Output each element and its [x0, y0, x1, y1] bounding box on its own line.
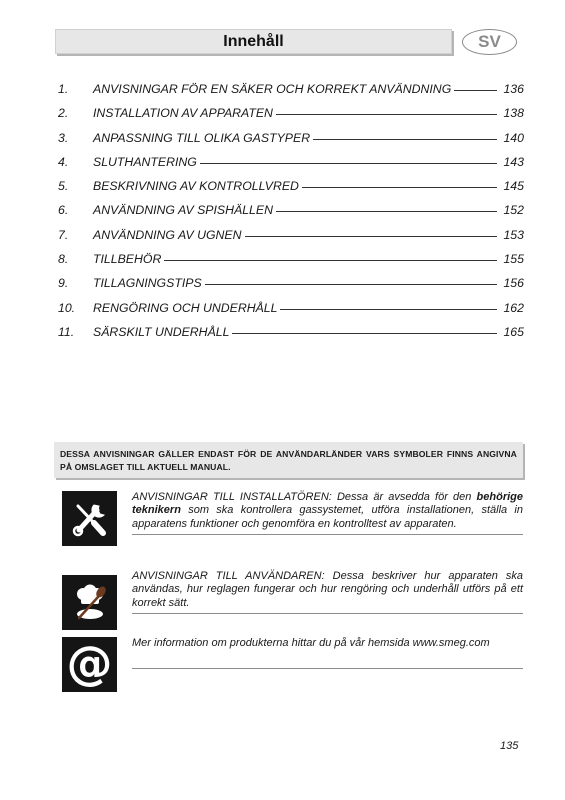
toc-entry-number: 6. [58, 203, 69, 218]
toc-entry-page: 165 [503, 324, 524, 339]
web-text: Mer information om produkterna hittar du på vår hemsida www.smeg.com [132, 637, 523, 669]
toc-entry [58, 276, 524, 300]
user-block [62, 570, 523, 630]
toc-leader-line [276, 114, 497, 115]
toc-entry [58, 203, 524, 227]
header-bar [55, 29, 452, 54]
language-badge: SV [462, 29, 517, 55]
user-text: ANVISNINGAR TILL ANVÄNDAREN: Dessa beskriver hur apparaten ska användas, hur reglagen fungerar och hur rengöring och underhåll utförs på ett korrekt sätt. [132, 570, 523, 614]
toc-entry-number: 9. [58, 276, 69, 291]
toc-entry-title: ANPASSNING TILL OLIKA GASTYPER [93, 130, 311, 145]
at-sign-glyph: @ [66, 635, 113, 690]
toc-entry [58, 131, 524, 155]
installer-text-bold: behörige teknikern [132, 491, 523, 517]
toc-leader-line [302, 187, 497, 188]
toc-entry [58, 252, 524, 276]
toc-entry-title: SÄRSKILT UNDERHÅLL [93, 324, 230, 339]
toc-entry-page: 136 [503, 82, 524, 96]
toc-entry-page: 162 [503, 300, 524, 315]
toc-entry-title: BESKRIVNING AV KONTROLLVRED [93, 179, 299, 194]
at-sign-icon [62, 637, 117, 692]
toc-entry-title: SLUTHANTERING [93, 154, 197, 169]
toc-entry [58, 106, 524, 130]
toc-leader-line [313, 139, 497, 140]
toc-entry-page: 153 [503, 227, 524, 242]
installer-text-part: ANVISNINGAR TILL INSTALLATÖREN: Dessa är avsedda för den [132, 491, 477, 503]
toc-entry [58, 82, 524, 106]
toc-leader-line [454, 90, 497, 91]
page-number: 135 [500, 740, 519, 752]
toc-leader-line [245, 236, 498, 237]
toc-leader-line [232, 333, 497, 334]
toc-entry-title: TILLBEHÖR [93, 252, 162, 267]
toc-entry-page: 155 [503, 252, 524, 267]
toc-entry-number: 4. [58, 154, 69, 169]
toc-entry-page: 140 [503, 130, 524, 145]
chef-spoon-icon [62, 575, 117, 630]
table-of-contents [58, 82, 524, 349]
toc-entry-number: 1. [58, 82, 69, 96]
toc-entry-page: 143 [503, 154, 524, 169]
installer-text [132, 491, 523, 535]
notice-banner: DESSA ANVISNINGAR GÄLLER ENDAST FÖR DE ANVÄNDARLÄNDER VARS SYMBOLER FINNS ANGIVNA PÅ OMSLAGET TILL AKTUELL MANUAL. [54, 442, 523, 478]
toc-entry-title: ANVÄNDNING AV SPISHÄLLEN [93, 203, 273, 218]
toc-entry-page: 138 [503, 106, 524, 121]
toc-entry [58, 155, 524, 179]
toc-entry-number: 10. [58, 300, 76, 315]
toc-entry-number: 11. [58, 324, 75, 339]
toc-entry-page: 152 [503, 203, 524, 218]
web-block [62, 637, 523, 692]
toc-entry-title: ANVÄNDNING AV UGNEN [93, 227, 242, 242]
toc-entry-number: 2. [58, 106, 69, 121]
toc-entry-title: INSTALLATION AV APPARATEN [93, 106, 273, 121]
toc-leader-line [164, 260, 497, 261]
toc-entry-page: 156 [503, 276, 524, 291]
toc-entry [58, 228, 524, 252]
toc-entry-number: 5. [58, 179, 69, 194]
toc-leader-line [205, 284, 497, 285]
toc-leader-line [276, 211, 497, 212]
toc-entry [58, 301, 524, 325]
toc-entry [58, 325, 524, 349]
toc-entry-page: 145 [503, 179, 524, 194]
toc-entry-number: 3. [58, 130, 69, 145]
toc-entry [58, 179, 524, 203]
toc-entry-title: ANVISNINGAR FÖR EN SÄKER OCH KORREKT ANVÄNDNING [93, 82, 452, 96]
tools-icon [62, 491, 117, 546]
installer-block [62, 491, 523, 561]
page-title: Innehåll [223, 32, 284, 50]
toc-leader-line [280, 309, 497, 310]
toc-entry-title: RENGÖRING OCH UNDERHÅLL [93, 300, 278, 315]
installer-text-part: som ska kontrollera gassystemet, utföra installationen, ställa in apparatens funktioner och genomföra en kontrolltest av apparaten. [132, 504, 523, 530]
toc-entry-number: 7. [58, 227, 69, 242]
toc-entry-number: 8. [58, 252, 69, 267]
toc-entry-title: TILLAGNINGSTIPS [93, 276, 202, 291]
toc-leader-line [200, 163, 497, 164]
